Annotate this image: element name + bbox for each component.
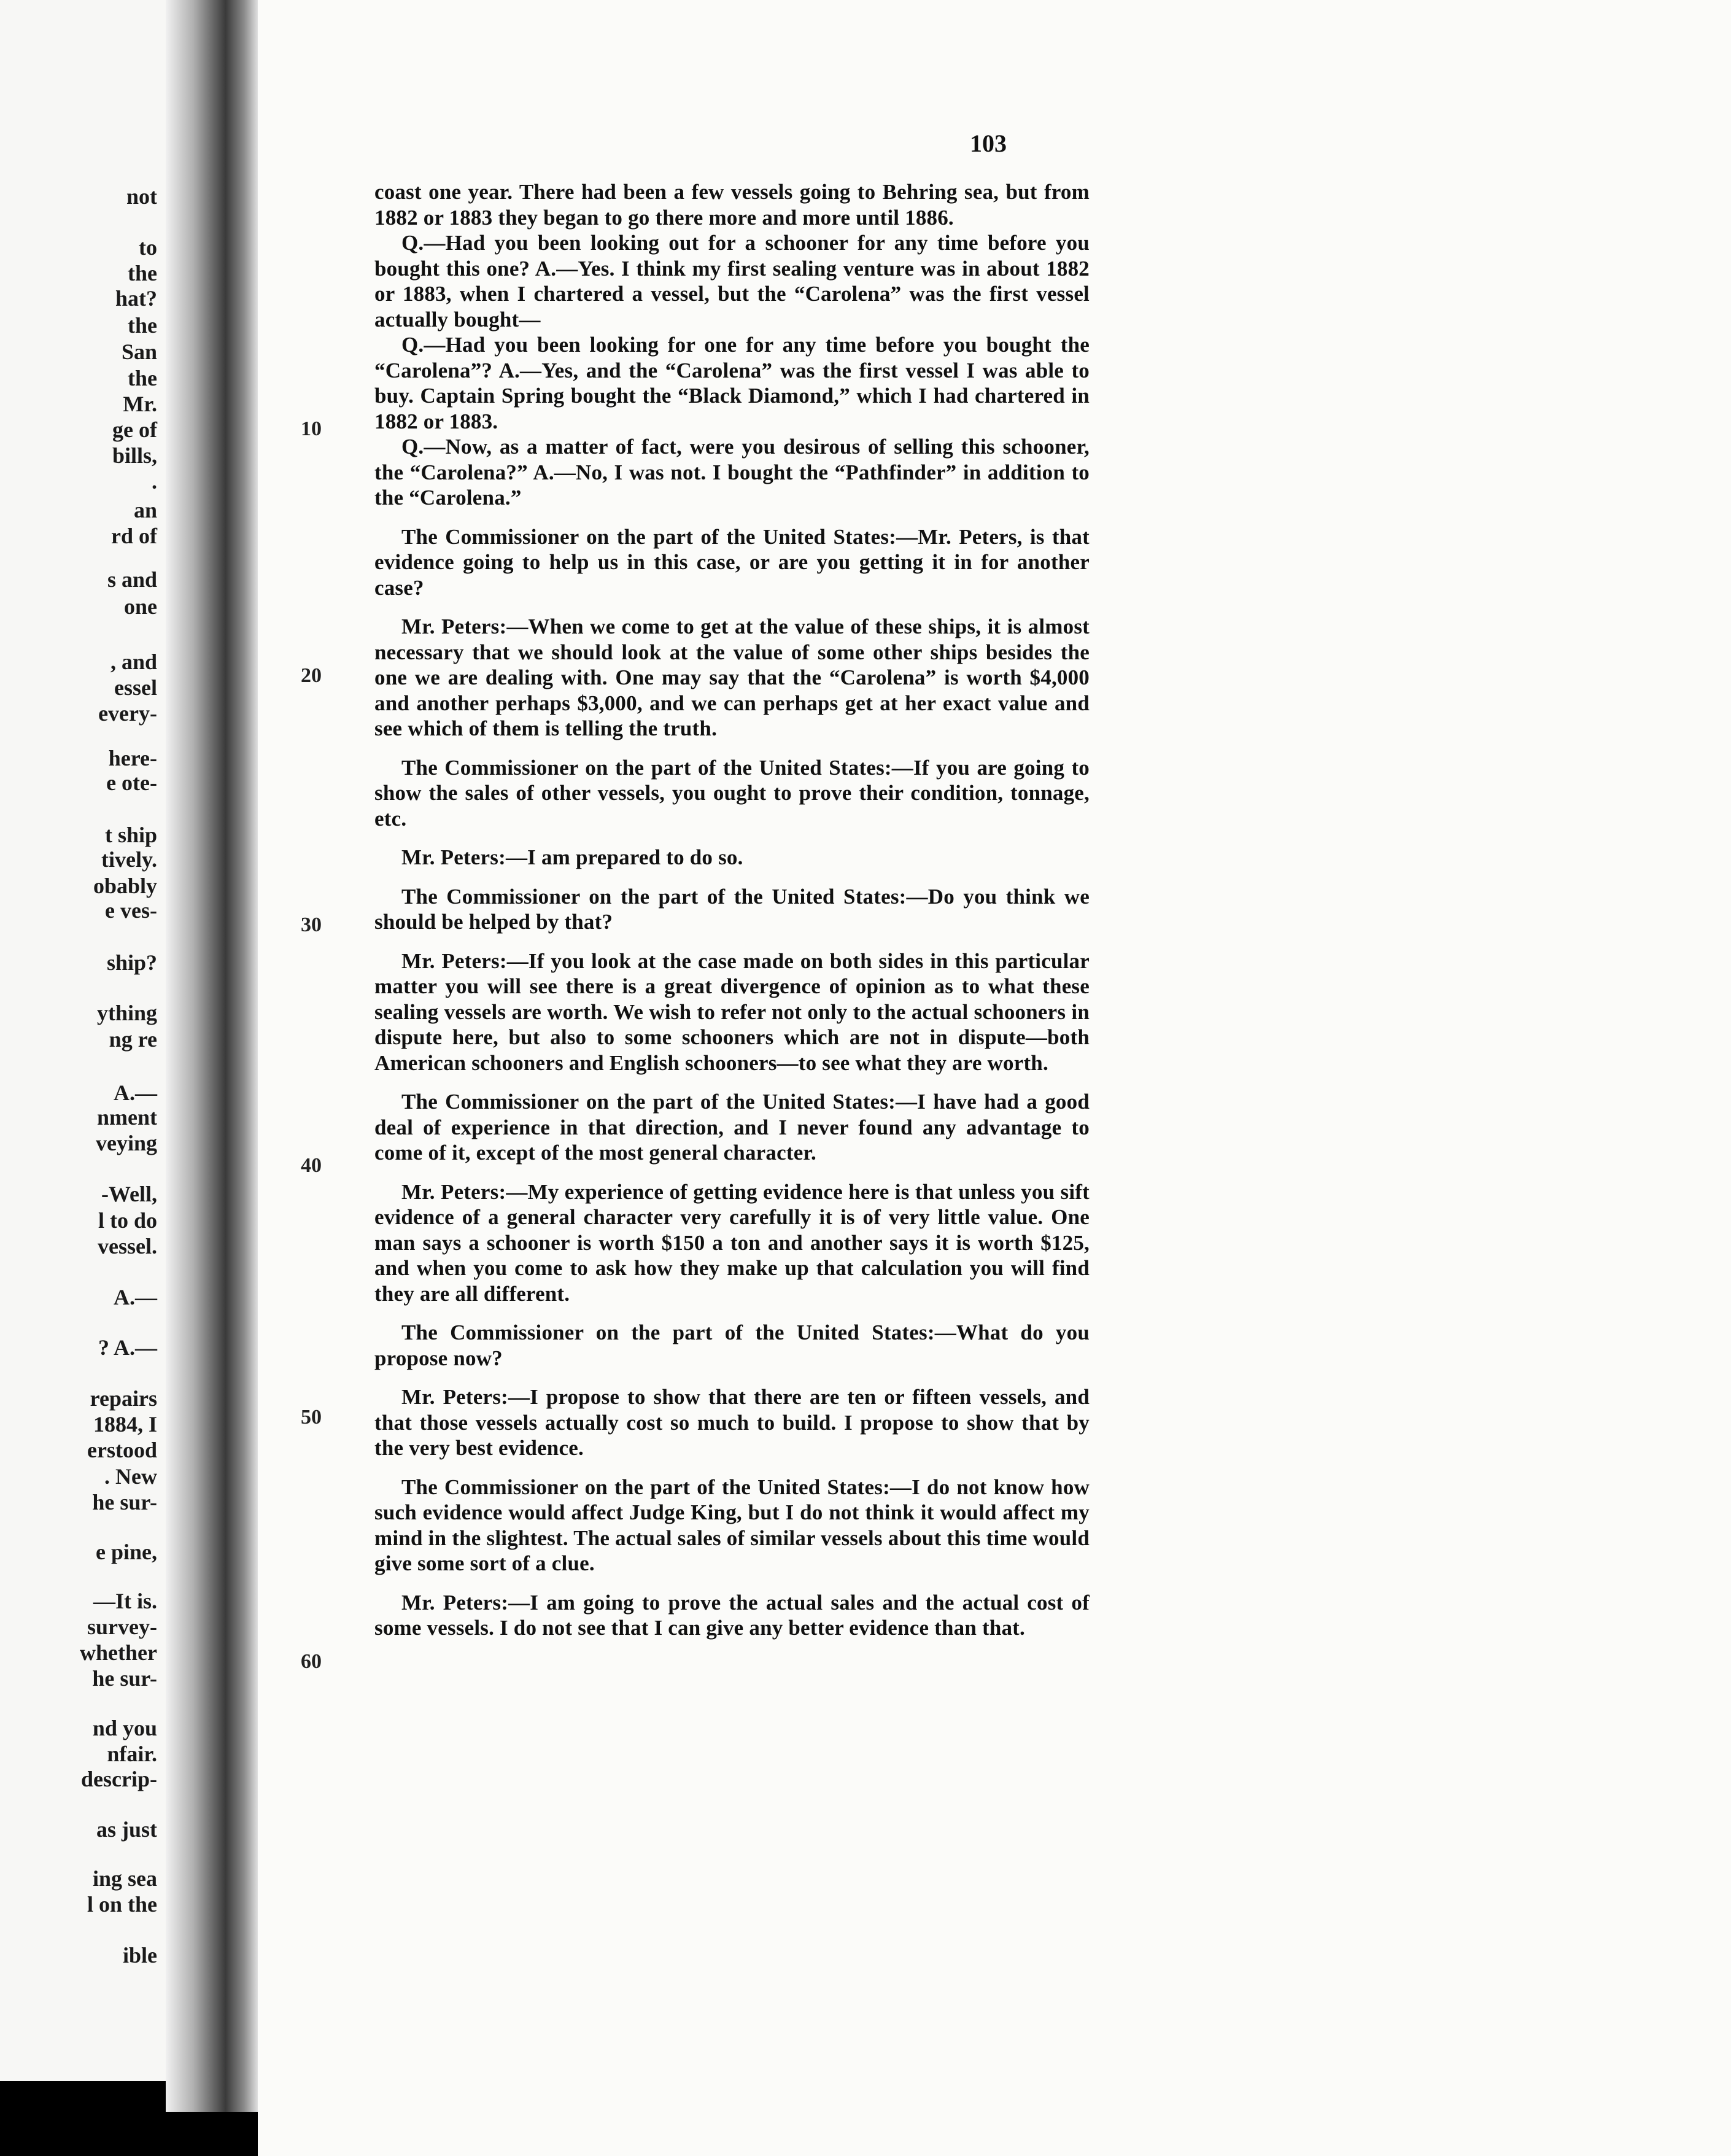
body-paragraph: Mr. Peters:—When we come to get at the value of these ships, it is almost necessary that we should look at the value of some other ships besides the one we are dealing with. One may say that the “Carolena” is worth $4,000 and another perhaps $3,000, and we can perhaps get at her exact value and see which of them is telling the truth. (374, 615, 1090, 740)
body-paragraph: Q.—Had you been looking out for a schooner for any time before you bought this one? A.—Yes. I think my first sealing venture was in about 1882 or 1883, when I chartered a vessel, but the “Carolena” was the first vessel actually bought— (374, 231, 1090, 332)
body-paragraph: The Commissioner on the part of the United States:—Do you think we should be helped by that? (374, 884, 1090, 934)
body-text (374, 179, 1090, 1641)
main-page (258, 0, 1731, 2156)
body-paragraph: Mr. Peters:—I am prepared to do so. (401, 845, 743, 869)
left-page-line: ge of (112, 417, 157, 442)
left-page-line: obably (93, 874, 157, 898)
left-page-line: to (139, 235, 157, 260)
body-paragraph: Q.—Now, as a matter of fact, were you desirous of selling this schooner, the “Carolena?” A.—No, I was not. I bought the “Pathfinder” in addition to the “Carolena.” (374, 435, 1090, 510)
left-page-line: vessel. (98, 1234, 157, 1258)
left-page-line: -Well, (101, 1182, 157, 1206)
left-page-line: e ote- (106, 770, 157, 795)
left-page-line: he sur- (92, 1666, 157, 1691)
left-page-line: ing sea (92, 1866, 157, 1891)
left-page-line: Mr. (123, 392, 157, 416)
body-paragraph: The Commissioner on the part of the United States:—If you are going to show the sales of other vessels, you ought to prove their condition, tonnage, etc. (374, 755, 1090, 831)
left-page-line: here- (108, 746, 157, 770)
left-page-line: San (121, 339, 157, 364)
body-paragraph: The Commissioner on the part of the United States:—I have had a good deal of experience in that direction, and I never found any advantage to come of it, except of the most general character. (374, 1090, 1090, 1165)
margin-line-number: 40 (301, 1154, 322, 1177)
body-paragraph: coast one year. There had been a few vessels going to Behring sea, but from 1882 or 1883 they began to go there more and more until 1886. (374, 180, 1090, 230)
left-page-line: s and (107, 567, 157, 592)
left-page-line: the (128, 313, 157, 338)
left-page-line: repairs (90, 1386, 157, 1411)
left-page-line: an (133, 498, 157, 522)
left-page-line: ything (96, 1001, 157, 1025)
left-page-line: the (128, 261, 157, 285)
margin-line-number: 30 (301, 913, 322, 936)
left-page-line: ship? (106, 950, 157, 975)
left-page-line: l to do (98, 1208, 157, 1233)
left-page-line: l on the (87, 1892, 157, 1917)
left-page-line: tively. (101, 847, 157, 872)
left-page-line: bills, (112, 443, 157, 468)
left-page-line: nd you (92, 1716, 157, 1740)
page-number: 103 (970, 130, 1007, 157)
binding-gutter (166, 0, 258, 2112)
margin-line-number: 60 (301, 1650, 322, 1673)
left-page-line: ible (122, 1943, 157, 1968)
margin-line-number: 20 (301, 664, 322, 687)
body-paragraph: Mr. Peters:—If you look at the case made on both sides in this particular matter you will see there is a great divergence of opinion as to what these sealing vessels are worth. We wish to refer not only to the actual schooners in dispute here, but also to some schooners which are not in dispute—both American schooners and English schooners—to see what they are worth. (374, 948, 1090, 1075)
left-page-line: as just (96, 1817, 157, 1842)
left-page-line: veying (95, 1131, 157, 1155)
left-page-line: rd of (111, 524, 157, 548)
left-page-line: . (152, 469, 157, 494)
left-page-line: t ship (104, 823, 157, 847)
left-page-line: one (124, 594, 157, 619)
left-page-line: survey- (87, 1615, 157, 1639)
body-paragraph: Mr. Peters:—I propose to show that there are ten or fifteen vessels, and that those vessels actually cost so much to build. I propose to show that by the very best evidence. (374, 1385, 1090, 1460)
margin-line-number: 50 (301, 1406, 322, 1429)
body-paragraph: The Commissioner on the part of the United States:—What do you propose now? (374, 1320, 1090, 1370)
body-paragraph: Q.—Had you been looking for one for any time before you bought the “Carolena”? A.—Yes, and the “Carolena” was the first vessel I was able to buy. Captain Spring bought the “Black Diamond,” which I had chartered in 1882 or 1883. (374, 333, 1090, 433)
left-page-line: —It is. (93, 1589, 157, 1613)
left-page-line: every- (98, 701, 157, 726)
left-page-line: , and (110, 650, 157, 674)
left-page-line: A.— (114, 1080, 157, 1105)
margin-line-number: 10 (301, 417, 322, 440)
left-page-line: erstood (87, 1438, 157, 1462)
left-facing-page (0, 0, 166, 2081)
body-paragraph: The Commissioner on the part of the United States:—I do not know how such evidence would affect Judge King, but I do not think it would affect my mind in the slightest. The actual sales of similar vessels about this time would give some sort of a clue. (374, 1475, 1090, 1575)
left-page-line: e ves- (105, 898, 157, 923)
left-page-line: not (126, 184, 157, 209)
body-paragraph: The Commissioner on the part of the United States:—Mr. Peters, is that evidence going to help us in this case, or are you getting it in for another case? (374, 524, 1090, 600)
body-paragraph: Mr. Peters:—My experience of getting evidence here is that unless you sift evidence of a general character very carefully it is of very little value. One man says a schooner is worth $150 a ton and another says it is worth $125, and when you come to ask how they make up that calculation you will find they are all different. (374, 1179, 1090, 1306)
left-page-line: 1884, I (93, 1412, 157, 1437)
left-page-line: descrip- (81, 1767, 157, 1791)
left-page-line: hat? (115, 286, 157, 311)
left-page-line: the (128, 366, 157, 390)
left-page-line: nment (97, 1105, 157, 1130)
left-page-line: ? A.— (98, 1335, 157, 1360)
left-page-line: A.— (114, 1285, 157, 1309)
left-page-line: . New (104, 1464, 157, 1489)
left-page-line: nfair. (107, 1742, 157, 1766)
left-page-line: whether (80, 1640, 157, 1665)
body-paragraph: Mr. Peters:—I am going to prove the actual sales and the actual cost of some vessels. I do not see that I can give any better evidence than that. (374, 1590, 1090, 1640)
left-page-line: essel (114, 675, 157, 700)
left-page-line: e pine, (95, 1540, 157, 1564)
left-page-line: he sur- (92, 1490, 157, 1514)
left-page-line: ng re (109, 1027, 157, 1052)
